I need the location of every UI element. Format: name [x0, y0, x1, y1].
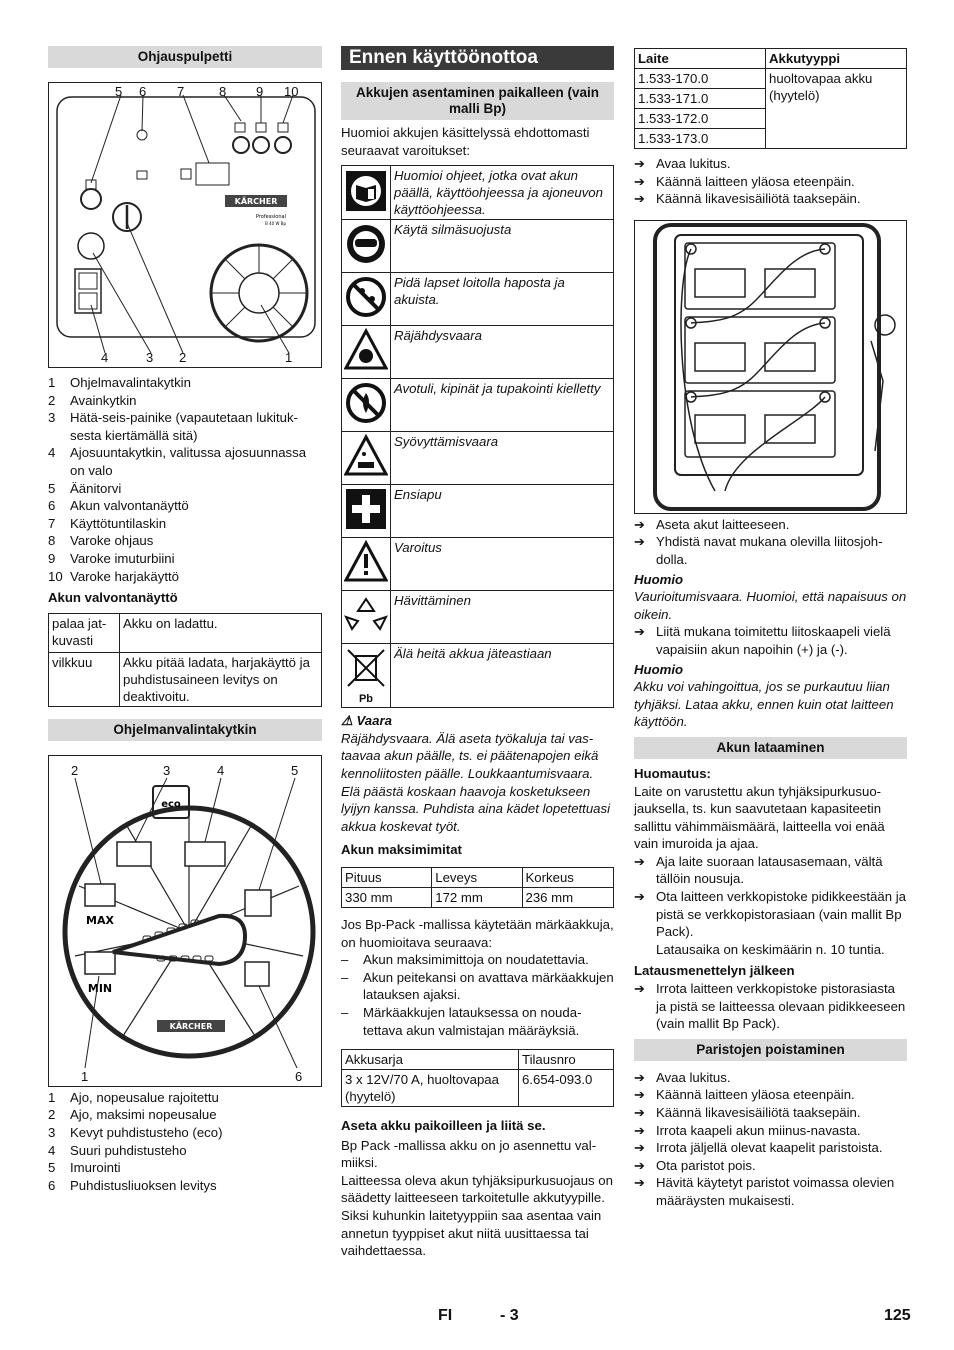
wet-battery-list: [341, 951, 614, 1039]
table-cell: [342, 485, 391, 538]
list-item: [634, 516, 907, 534]
program-switch-drawing: [49, 756, 323, 1086]
table-row: [49, 613, 322, 652]
table-cell: 1.533-171.0: [635, 89, 766, 109]
section-heading-control-panel: Ohjauspulpetti: [48, 46, 322, 68]
steps-remove: [634, 1069, 907, 1210]
section-heading-remove: Paristojen poistaminen: [634, 1039, 907, 1061]
list-item: [48, 480, 322, 498]
section-heading-charging: Akun lataaminen: [634, 737, 907, 759]
list-item: [634, 190, 907, 208]
table-row: [342, 1050, 614, 1070]
danger-text: Räjähdysvaara. Älä aseta työkaluja tai vastaavaa akun päälle, ts. ei päätenapojen eikä kennoliitosten päälle. Loukkaantumisvaara. Elä päästä koskaan haavoja kosketukseen lyijyn kanssa. Puhdista aina kädet lopetettuasi akkua koskevat työt.: [341, 730, 611, 834]
brand-logo-text: KÄRCHER: [234, 197, 278, 206]
table-row: [342, 867, 614, 887]
charge-time: Latausaika on keskimäärin n. 10 tuntia.: [656, 941, 885, 957]
strong-cleaning-icon: [185, 842, 225, 866]
model-text: B 40 W Bp: [265, 221, 286, 226]
arrow-icon: ➔: [634, 1140, 646, 1156]
list-item: [48, 532, 322, 550]
table-cell: 6.654-093.0: [519, 1070, 614, 1107]
arrow-icon: ➔: [634, 624, 646, 640]
step-text: Irrota kaapeli akun miinus-navasta.: [656, 1122, 861, 1138]
table-cell: [342, 644, 391, 708]
callout-3: 3: [146, 350, 154, 365]
install-intro: Huomioi akkujen käsittelyssä ehdottomasti seuraavat varoitukset:: [341, 125, 590, 158]
brand-logo-text-2: KÄRCHER: [169, 1021, 213, 1031]
warning-text: Huomioi ohjeet, jotka ovat akun päällä, käyttöohjeessa ja ajoneuvon käyttöohjeessa.: [391, 166, 614, 220]
item-text: Puhdistusliuoksen levitys: [70, 1177, 217, 1193]
item-number: 1: [48, 1089, 56, 1105]
step-text: Yhdistä navat mukana olevilla liitosjohdolla.: [656, 534, 883, 567]
max-label: MAX: [86, 913, 114, 927]
table-row: [342, 1070, 614, 1107]
warning-text: Hävittäminen: [391, 591, 614, 644]
item-number: 2: [48, 392, 56, 408]
table-row: [342, 591, 614, 644]
item-number: 6: [48, 498, 56, 514]
table-row: [342, 326, 614, 379]
table-row: [635, 69, 907, 89]
arrow-icon: ➔: [634, 1122, 646, 1138]
list-item: [48, 1124, 322, 1142]
step-text: Käännä likavesisäiliötä taaksepäin.: [656, 1105, 861, 1120]
after-charging-heading: Latausmenettelyn jälkeen: [634, 963, 795, 979]
callout-2: 2: [179, 350, 187, 365]
list-item: [48, 1106, 322, 1124]
table-cell: Leveys: [432, 867, 522, 887]
program-knob: [113, 916, 245, 964]
remark-label: Huomautus:: [634, 765, 711, 781]
table-row: [635, 49, 907, 69]
discharge-text: Laitteessa oleva akun tyhjäksipurkusuojaus on säädetty laitteeseen tarkoitetulle akkutyypille. Siksi kuhunkin laitetyyppiin saa asentaa vain annetun tyyppiset akut niitä uusittaessa tai vaihdettaessa.: [341, 1172, 613, 1259]
list-item: [634, 1104, 907, 1122]
callout-8: 8: [219, 84, 227, 99]
corrosive-icon: [344, 434, 388, 478]
explosion-icon: [344, 328, 388, 372]
chapter-title: Ennen käyttöönottoa: [341, 46, 614, 70]
step-text: Aseta akut laitteeseen.: [656, 516, 790, 532]
column-left: [48, 0, 322, 1194]
item-text: Ajo, nopeusalue rajoitettu: [70, 1089, 219, 1105]
step-text: Hävitä käytetyt paristot voimassa olevien määräysten mukaisesti.: [656, 1175, 895, 1208]
table-header-cell: Akkutyyppi: [766, 49, 907, 69]
item-number: 1: [48, 375, 56, 390]
warning-text: Pidä lapset loitolla haposta ja akuista.: [391, 273, 614, 326]
item-number: 5: [48, 480, 56, 496]
table-cell: Akku pitää ladata, harjakäyttö ja puhdistusaineen levitys on deaktivoitu.: [120, 652, 322, 706]
table-cell: 330 mm: [342, 887, 432, 907]
warning-icon: [344, 540, 388, 584]
first-aid-icon: [344, 487, 388, 531]
dash-marker: –: [341, 952, 349, 968]
arrow-icon: ➔: [634, 534, 646, 550]
steps-insert: [634, 516, 907, 569]
column-right: [634, 0, 907, 1210]
footer-section-page: - 3: [500, 1307, 519, 1324]
item-number: 7: [48, 515, 56, 531]
item-number: 9: [48, 550, 56, 566]
item-number: 3: [48, 1124, 56, 1140]
list-item: [48, 409, 322, 444]
list-item: [634, 173, 907, 191]
battery-display-table: [48, 613, 322, 707]
no-fire-icon: [344, 381, 388, 425]
step-text: Irrota jäljellä olevat kaapelit paristoista.: [656, 1140, 883, 1156]
steps-charge: [634, 853, 907, 941]
item-text: Imurointi: [70, 1160, 121, 1176]
list-item: [634, 1122, 907, 1140]
column-middle: [341, 0, 614, 1260]
table-cell: Korkeus: [522, 867, 614, 887]
item-text: Ajo, maksimi nopeusalue: [70, 1107, 217, 1123]
list-item: [634, 533, 907, 568]
remark-text: Laite on varustettu akun tyhjäksipurkusuojauksella, ts. kun saavutetaan kapasiteetin sallittu vähimmäismäärä, laitteella voi enää vain imuroida ja ajaa.: [634, 783, 885, 852]
brand-small-text: Professional: [255, 214, 286, 220]
item-text: Varoke harjakäyttö: [70, 568, 179, 584]
steps-connect: [634, 623, 907, 658]
table-cell: 1.533-173.0: [635, 129, 766, 149]
battery-display-heading: Akun valvontanäyttö: [48, 590, 178, 606]
warning-text: Käytä silmäsuojusta: [391, 220, 614, 273]
table-cell: [342, 379, 391, 432]
list-item: [48, 1142, 322, 1160]
item-number: 3: [48, 410, 56, 426]
item-number: 2: [48, 1107, 56, 1123]
callout-5: 5: [115, 84, 123, 99]
no-bin-icon: [344, 646, 388, 690]
arrow-icon: ➔: [634, 853, 646, 869]
vacuum-icon: [245, 890, 271, 916]
max-dims-heading: Akun maksimimitat: [341, 842, 462, 858]
step-text: Käännä likavesisäiliötä taaksepäin.: [656, 191, 861, 207]
callout-4: 4: [101, 350, 109, 365]
item-text: Akun peitekansi on avattava märkäakkujen latauksen ajaksi.: [363, 969, 614, 1003]
table-row: [342, 887, 614, 907]
callout-9: 9: [256, 84, 264, 99]
callout-7: 7: [177, 84, 185, 99]
list-item: [341, 1004, 614, 1039]
bp-installed-text: Bp Pack -mallissa akku on jo asennettu valmiiksi.: [341, 1137, 597, 1171]
step-text: Käännä laitteen yläosa eteenpäin.: [656, 1087, 855, 1103]
battery-warnings-table: [341, 165, 614, 708]
list-item: [634, 623, 907, 658]
legend-program-switch: [48, 1089, 322, 1195]
table-row: [342, 166, 614, 220]
item-text: Märkäakkujen latauksessa on noudatettava akun valmistajan määräyksiä.: [363, 1004, 582, 1038]
table-cell: 236 mm: [522, 887, 614, 907]
list-item: [634, 888, 907, 941]
list-item: [341, 951, 614, 969]
arrow-icon: ➔: [634, 1175, 646, 1191]
steps-after-charge: [634, 980, 907, 1033]
list-item: [48, 497, 322, 515]
callout-1: 1: [81, 1068, 89, 1084]
min-label: MIN: [87, 981, 113, 995]
step-text: Aja laite suoraan latausasemaan, vältä tällöin nousuja.: [656, 853, 883, 887]
list-item: [634, 1157, 907, 1175]
arrow-icon: ➔: [634, 1157, 646, 1173]
arrow-icon: ➔: [634, 516, 646, 532]
callout-3: 3: [163, 762, 171, 778]
arrow-icon: ➔: [634, 173, 646, 189]
table-cell: vilkkuu: [49, 652, 120, 706]
item-text: Varoke ohjaus: [70, 533, 154, 549]
callout-6: 6: [139, 84, 147, 99]
list-item: [48, 392, 322, 410]
table-cell: [342, 538, 391, 591]
table-cell: [342, 273, 391, 326]
step-text: Liitä mukana toimitettu liitoskaapeli vielä vapaisiin akun napoihin (+) ja (-).: [656, 624, 891, 657]
list-item: [48, 1159, 322, 1177]
figure-control-panel: [48, 82, 322, 368]
table-cell: Pituus: [342, 867, 432, 887]
bp-pack-text: Jos Bp-Pack -mallissa käytetään märkäakkuja, on huomioitava seuraava:: [341, 916, 614, 950]
arrow-icon: ➔: [634, 1105, 646, 1120]
list-item: [634, 155, 907, 173]
table-cell: huoltovapaa akku (hyytelö): [766, 69, 907, 149]
section-heading-install: Akkujen asentaminen paikalleen (vain malli Bp): [341, 82, 614, 120]
item-number: 8: [48, 533, 56, 549]
callout-6: 6: [295, 1068, 303, 1084]
drive-max-icon: [85, 884, 115, 906]
danger-icon: ⚠: [341, 713, 353, 729]
warning-text: Älä heitä akkua jäteastiaan: [391, 644, 614, 708]
item-number: 4: [48, 1142, 56, 1158]
max-dims-table: [341, 867, 614, 908]
warning-text: Avotuli, kipinät ja tupakointi kielletty: [391, 379, 614, 432]
list-item: [634, 1086, 907, 1104]
danger-heading: [341, 712, 614, 730]
callout-4: 4: [217, 762, 225, 778]
table-row: [342, 538, 614, 591]
table-cell: [342, 432, 391, 485]
no-children-icon: [344, 275, 388, 319]
callout-2: 2: [71, 762, 79, 778]
warning-text: Ensiapu: [391, 485, 614, 538]
step-text: Ota laitteen verkkopistoke pidikkeestään ja pistä se verkkopistorasiaan (vain mallit Bp Pack).: [656, 889, 906, 940]
warning-text: Varoitus: [391, 538, 614, 591]
item-number: 10: [48, 568, 63, 584]
table-cell: Akkusarja: [342, 1050, 519, 1070]
item-text: Ajosuuntakytkin, valitussa ajosuunnassa on valo: [70, 445, 307, 478]
section-heading-program-switch: Ohjelmanvalintakytkin: [48, 719, 322, 741]
figure-battery-compartment: [634, 220, 907, 514]
legend-control-panel: [48, 374, 322, 585]
table-cell: [342, 326, 391, 379]
goggles-icon: [344, 222, 388, 266]
dash-marker: –: [341, 969, 349, 985]
callout-5: 5: [291, 762, 299, 778]
table-row: [49, 652, 322, 706]
item-number: 4: [48, 445, 56, 461]
step-text: Avaa lukitus.: [656, 156, 731, 171]
step-text: Ota paristot pois.: [656, 1157, 756, 1173]
danger-label: Vaara: [356, 713, 392, 729]
pb-label: Pb: [358, 693, 374, 706]
item-text: Kevyt puhdistusteho (eco): [70, 1124, 223, 1140]
table-row: [342, 432, 614, 485]
list-item: [341, 969, 614, 1004]
list-item: [48, 374, 322, 392]
note-label-2: Huomio: [634, 661, 684, 677]
warning-text: Räjähdysvaara: [391, 326, 614, 379]
list-item: [634, 980, 907, 1033]
footer-page-number: 125: [884, 1307, 911, 1324]
item-text: Varoke imuturbiini: [70, 550, 175, 566]
battery-set-table: [341, 1049, 614, 1107]
table-row: [342, 379, 614, 432]
table-cell: Tilausnro: [519, 1050, 614, 1070]
list-item: [48, 1089, 322, 1107]
recycle-icon: [344, 593, 388, 637]
item-text: Käyttötuntilaskin: [70, 515, 167, 531]
list-item: [634, 1174, 907, 1209]
arrow-icon: ➔: [634, 1069, 646, 1085]
figure-program-switch: [48, 755, 322, 1087]
table-row: [342, 644, 614, 708]
note-text-1: Vaurioitumisvaara. Huomioi, että napaisuus on oikein.: [634, 589, 907, 622]
table-header-cell: Laite: [635, 49, 766, 69]
table-cell: 172 mm: [432, 887, 522, 907]
table-cell: [342, 166, 391, 220]
callout-1: 1: [285, 350, 293, 365]
table-cell: 3 x 12V/70 A, huoltovapaa (hyytelö): [342, 1070, 519, 1107]
dash-marker: –: [341, 1004, 349, 1020]
list-item: [48, 568, 322, 586]
step-text: Avaa lukitus.: [656, 1069, 731, 1085]
list-item: [48, 1177, 322, 1195]
item-text: Suuri puhdistusteho: [70, 1142, 187, 1158]
item-text: Ohjelmavalintakytkin: [70, 375, 191, 390]
note-label-1: Huomio: [634, 571, 684, 587]
steps-open: [634, 155, 907, 208]
item-text: Äänitorvi: [70, 480, 122, 496]
list-item: [48, 550, 322, 568]
eco-label: eco: [161, 798, 181, 810]
table-cell: 1.533-170.0: [635, 69, 766, 89]
list-item: [48, 444, 322, 479]
item-number: 6: [48, 1177, 56, 1193]
battery-compartment-drawing: [635, 221, 908, 513]
table-row: [342, 273, 614, 326]
detergent-icon: [245, 962, 269, 986]
list-item: [48, 515, 322, 533]
table-row: [342, 485, 614, 538]
insert-heading: Aseta akku paikoilleen ja liitä se.: [341, 1118, 546, 1134]
table-cell: [342, 591, 391, 644]
item-number: 5: [48, 1160, 56, 1176]
control-panel-drawing: [49, 83, 323, 367]
list-item: [634, 1069, 907, 1087]
arrow-icon: ➔: [634, 981, 646, 997]
callout-10: 10: [284, 84, 299, 99]
arrow-icon: ➔: [634, 156, 646, 171]
device-battery-table: [634, 48, 907, 149]
item-text: Avainkytkin: [70, 392, 137, 408]
footer-lang: FI: [438, 1307, 453, 1324]
note-text-2: Akku voi vahingoittua, jos se purkautuu liian tyhjäksi. Lataa akku, ennen kuin otat laitteen käyttöön.: [634, 679, 894, 730]
light-cleaning-icon: [117, 842, 151, 866]
item-text: Akun maksimimittoja on noudatettavia.: [363, 952, 589, 968]
table-cell: 1.533-172.0: [635, 109, 766, 129]
arrow-icon: ➔: [634, 889, 646, 905]
list-item: [634, 853, 907, 888]
list-item: [634, 1139, 907, 1157]
arrow-icon: ➔: [634, 191, 646, 207]
table-row: [342, 220, 614, 273]
step-text: Käännä laitteen yläosa eteenpäin.: [656, 173, 855, 189]
item-text: Akun valvontanäyttö: [70, 498, 189, 514]
arrow-icon: ➔: [634, 1087, 646, 1103]
item-text: Hätä-seis-painike (vapautetaan lukituksesta kiertämällä sitä): [70, 410, 298, 443]
table-cell: Akku on ladattu.: [120, 613, 322, 652]
table-cell: palaa jatkuvasti: [49, 613, 120, 652]
warning-text: Syövyttämisvaara: [391, 432, 614, 485]
table-cell: [342, 220, 391, 273]
manual-icon: [344, 169, 388, 213]
drive-min-icon: [85, 952, 115, 974]
step-text: Irrota laitteen verkkopistoke pistorasiasta ja pistä se laitteessa olevaan pidikkeeseen (vain mallit Bp Pack).: [656, 981, 906, 1032]
